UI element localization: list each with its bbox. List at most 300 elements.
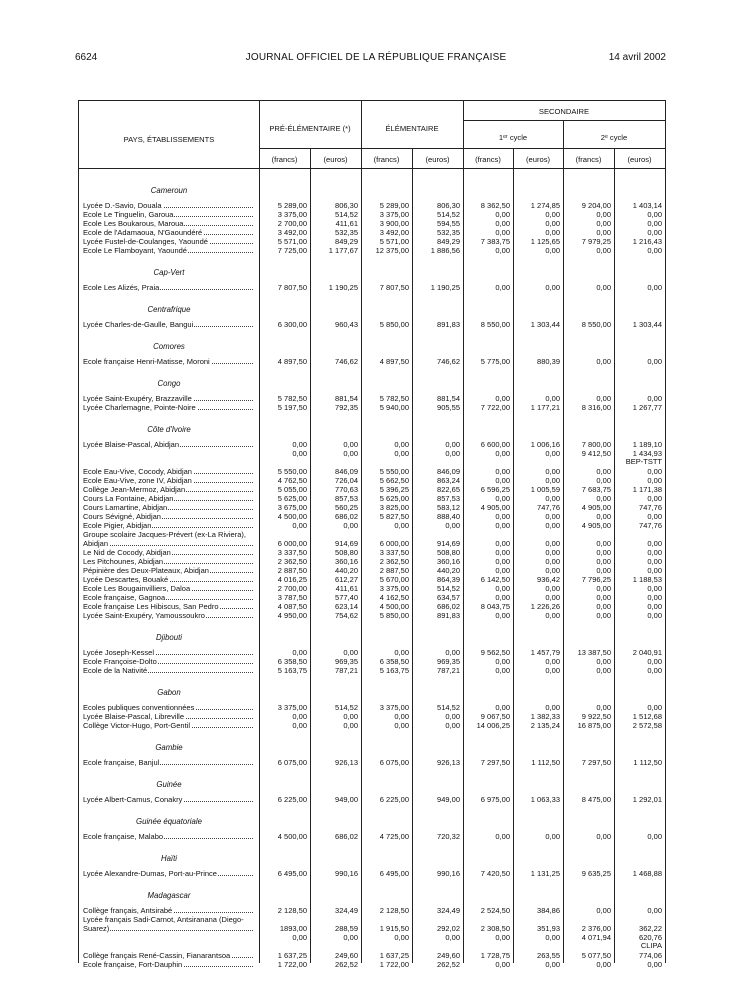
fee-value: 14 006,25 [476,721,510,730]
establishment-label: Ecole française Les Hibiscus, San Pedro [83,602,219,611]
fee-value: 8 362,50 [480,201,510,210]
fee-value: 1 434,93 [632,449,662,458]
establishment-label: Groupe scolaire Jacques-Prévert (ex-La Riviera), [83,530,246,539]
fee-value: 411,61 [335,584,358,593]
establishment-label: Pépinière des Deux-Plateaux, Abidjan [83,566,209,575]
establishment-label: Ecole Françoise-Dolto [83,657,157,666]
fee-value: 9 412,50 [581,449,611,458]
fee-value: 532,35 [335,228,358,237]
fee-value: 5 550,00 [379,467,409,476]
fee-value: 0,00 [292,721,307,730]
fee-value: 1893,00 [279,924,307,933]
fee-value: 891,83 [437,611,460,620]
fee-value: 623,14 [335,602,358,611]
establishment-name [83,557,255,566]
table-row [79,320,665,329]
fee-value: 0,00 [545,228,560,237]
fee-value: 0,00 [495,246,510,255]
fee-value: 6 358,50 [379,657,409,666]
establishment-label: Cours La Fontaine, Abidjan [83,494,174,503]
fee-value: 0,00 [445,521,460,530]
table-row [79,210,665,219]
fee-value: 857,53 [437,494,460,503]
fee-value: 0,00 [445,933,460,942]
fee-value: 9 922,50 [581,712,611,721]
fee-value: 3 787,50 [277,593,307,602]
fee-value: 3 375,00 [379,584,409,593]
fee-value: 0,00 [647,210,662,219]
fee-value: 720,32 [437,832,460,841]
fee-value: 9 635,25 [581,869,611,878]
fee-value: 2 135,24 [530,721,560,730]
country-heading: Guinée [156,780,182,789]
establishment-name [83,503,255,512]
fee-value: 9 067,50 [480,712,510,721]
fee-value: 634,57 [437,593,460,602]
establishment-label: Ecole Les Alizés, Praia [83,283,160,292]
table-row [79,237,665,246]
fee-value: 5 571,00 [277,237,307,246]
establishment-label: Ecole Eau-Vive, zone IV, Abidjan [83,476,192,485]
fee-value: 0,00 [495,512,510,521]
table-row [79,758,665,767]
fee-value: 0,00 [545,246,560,255]
fee-value: 2 887,50 [277,566,307,575]
fee-value: 440,20 [437,566,460,575]
fee-value: 5 782,50 [277,394,307,403]
fee-value: 7 297,50 [480,758,510,767]
fee-value: 0,00 [647,566,662,575]
fee-value: 1 728,75 [480,951,510,960]
fee-value: 746,62 [335,357,358,366]
establishment-label: Ecole française Henri-Matisse, Moroni [83,357,210,366]
establishment-name [83,924,255,933]
fee-value: 5 055,00 [277,485,307,494]
table-row [79,924,665,933]
fee-value: 1 512,68 [632,712,662,721]
table-row [79,467,665,476]
fee-value: 324,49 [335,906,358,915]
fee-value: 3 337,50 [277,548,307,557]
header-establishments: PAYS, ÉTABLISSEMENTS [123,135,215,144]
fee-value: 0,00 [647,557,662,566]
establishment-label: Ecole Eau-Vive, Cocody, Abidjan [83,467,192,476]
fee-value: 7 725,00 [277,246,307,255]
fee-value: 0,00 [596,593,611,602]
fee-value: 0,00 [596,283,611,292]
table-row [79,503,665,512]
fee-value: 746,62 [437,357,460,366]
table-row [79,485,665,494]
table-row [79,283,665,292]
fee-value: 0,00 [292,440,307,449]
establishment-label: Lycée Fustel-de-Coulanges, Yaoundé [83,237,208,246]
fee-value: 0,00 [495,566,510,575]
fee-value: 4 905,00 [581,521,611,530]
fee-value: 5 662,50 [379,476,409,485]
fee-value: 864,39 [437,575,460,584]
fee-value: 2 700,00 [277,219,307,228]
fee-value: 0,00 [596,906,611,915]
establishment-name [83,476,255,485]
establishment-name [83,403,255,412]
header-cycle-2: 2ᵉ cycle [600,133,628,142]
fee-value: 620,76 [639,933,662,942]
fee-value: 2 362,50 [277,557,307,566]
table-row [79,394,665,403]
table-row [79,602,665,611]
establishment-label: Ecole Le Flamboyant, Yaoundé [83,246,187,255]
fee-value: 787,21 [437,666,460,675]
fee-value: 4 950,00 [277,611,307,620]
fee-value: 0,00 [647,246,662,255]
fee-value: 0,00 [647,219,662,228]
fee-value: 0,00 [596,611,611,620]
establishment-label: Collège français René-Cassin, Fianarantsoa [83,951,231,960]
fee-value: 0,00 [394,721,409,730]
page-header [0,52,752,66]
fee-value: 880,39 [537,357,560,366]
table-row [79,494,665,503]
header-preelementary: PRÉ-ÉLÉMENTAIRE (*) [269,124,351,133]
table-row [79,530,665,539]
fee-value: 0,00 [343,449,358,458]
fee-value: 3 337,50 [379,548,409,557]
fee-value: 0,00 [545,394,560,403]
establishment-label: Lycée Joseph-Kessel [83,648,155,657]
fee-value: 12 375,00 [375,246,409,255]
header-rule [79,168,665,169]
fee-value: 4 762,50 [277,476,307,485]
establishment-name [83,593,255,602]
establishment-label: Lycée Saint-Exupéry, Yamoussoukro [83,611,205,620]
fee-value: 1 267,77 [632,403,662,412]
header-rule [259,148,665,149]
fee-value: 822,65 [437,485,460,494]
fee-value: 0,00 [596,512,611,521]
fee-value: 0,00 [596,832,611,841]
fee-value: 936,42 [537,575,560,584]
unit-label: (euros) [525,155,551,164]
unit-label: (francs) [475,155,501,164]
fee-value: 1 190,25 [328,283,358,292]
fee-value: 6 075,00 [277,758,307,767]
fee-value: 5 197,50 [277,403,307,412]
fee-value: 5 396,25 [379,485,409,494]
fee-value: 5 775,00 [480,357,510,366]
establishment-name [83,657,255,666]
fee-value: 3 492,00 [379,228,409,237]
fee-value: 508,80 [437,548,460,557]
fee-value: 0,00 [292,648,307,657]
unit-label: (francs) [373,155,400,164]
establishment-label: Lycée Charlemagne, Pointe-Noire [83,403,196,412]
fee-value: 360,16 [335,557,358,566]
establishment-name [83,758,255,767]
tuition-fees-table [78,100,666,969]
fee-value: 0,00 [596,246,611,255]
establishment-label: Ecole Le Tinguelin, Garoua [83,210,174,219]
fee-value: 806,30 [335,201,358,210]
fee-value: 0,00 [647,703,662,712]
table-row [79,915,665,924]
establishment-name [83,703,255,712]
establishment-name [83,485,255,494]
fee-value: 686,02 [335,512,358,521]
fee-value: 411,61 [335,219,358,228]
establishment-name [83,721,255,730]
fee-value: 4 087,50 [277,602,307,611]
fee-value: 960,43 [335,320,358,329]
fee-value: 2 524,50 [480,906,510,915]
establishment-label: Collège Victor-Hugo, Port-Gentil [83,721,190,730]
establishment-label: Lycée Albert-Camus, Conakry [83,795,183,804]
establishment-name [83,933,255,942]
fee-value: 1 403,14 [632,201,662,210]
fee-value: 0,00 [343,521,358,530]
fee-value: 0,00 [394,449,409,458]
fee-value: 0,00 [495,394,510,403]
fee-value: 7 297,50 [581,758,611,767]
establishment-name [83,648,255,657]
fee-value: 8 550,00 [480,320,510,329]
country-heading: Madagascar [147,891,191,900]
fee-value: 0,00 [394,712,409,721]
establishment-name [83,951,255,960]
row-note: CLIPA [640,941,662,950]
table-row [79,357,665,366]
fee-value: 4 725,00 [379,832,409,841]
fee-value: 0,00 [596,584,611,593]
fee-value: 686,02 [437,602,460,611]
table-row [79,657,665,666]
fee-value: 6 358,50 [277,657,307,666]
fee-value: 9 204,00 [581,201,611,210]
table-row [79,566,665,575]
fee-value: 0,00 [545,584,560,593]
establishment-label: Abidjan [83,539,109,548]
table-row [79,666,665,675]
table-row [79,512,665,521]
establishment-label: Ecoles publiques conventionnées [83,703,195,712]
establishment-name [83,566,255,575]
fee-value: 0,00 [647,657,662,666]
fee-value: 754,62 [335,611,358,620]
fee-value: 0,00 [596,703,611,712]
fee-value: 0,00 [495,666,510,675]
establishment-name [83,521,255,530]
fee-value: 969,35 [335,657,358,666]
fee-value: 4 016,25 [277,575,307,584]
fee-value: 0,00 [343,712,358,721]
table-row [79,795,665,804]
fee-value: 5 571,00 [379,237,409,246]
fee-value: 0,00 [495,467,510,476]
fee-value: 0,00 [394,521,409,530]
establishment-label: Le Nid de Cocody, Abidjan [83,548,171,557]
fee-value: 0,00 [495,657,510,666]
establishment-label: Cours Sévigné, Abidjan [83,512,161,521]
fee-value: 926,13 [335,758,358,767]
page-number: 6624 [75,52,98,63]
fee-value: 583,12 [437,503,460,512]
fee-value: 0,00 [495,283,510,292]
establishment-label: Lycée français Sadi-Carnot, Antsiranana (Diego- [83,915,244,924]
fee-value: 5 850,00 [379,320,409,329]
fee-value: 0,00 [545,449,560,458]
fee-value: 1 131,25 [530,869,560,878]
fee-value: 1 722,00 [379,960,409,969]
fee-value: 0,00 [495,703,510,712]
fee-value: 2 128,50 [277,906,307,915]
country-heading: Côte d'Ivoire [147,425,191,434]
fee-value: 0,00 [647,228,662,237]
establishment-label: Ecole Les Boukarous, Maroua [83,219,184,228]
establishment-label: Les Pitchounes, Abidjan [83,557,164,566]
establishment-name [83,228,255,237]
fee-value: 0,00 [596,657,611,666]
fee-value: 5 670,00 [379,575,409,584]
establishment-label [83,449,84,458]
fee-value: 6 225,00 [379,795,409,804]
fee-value: 0,00 [445,449,460,458]
establishment-name [83,795,255,804]
fee-value: 949,00 [335,795,358,804]
fee-value: 1 382,33 [530,712,560,721]
fee-value: 0,00 [545,666,560,675]
header-secondary: SECONDAIRE [538,107,590,116]
fee-value: 0,00 [495,449,510,458]
fee-value: 0,00 [545,476,560,485]
establishment-name [83,494,255,503]
fee-value: 0,00 [394,933,409,942]
table-row [79,548,665,557]
fee-value: 7 796,25 [581,575,611,584]
establishment-label: Lycée Charles-de-Gaulle, Bangui [83,320,194,329]
establishment-label: Lycée Saint-Exupéry, Brazzaville [83,394,192,403]
fee-value: 3 825,00 [379,503,409,512]
fee-value: 514,52 [437,584,460,593]
fee-value: 8 043,75 [480,602,510,611]
fee-value: 1 006,16 [530,440,560,449]
table-row [79,960,665,969]
fee-value: 4 897,50 [379,357,409,366]
fee-value: 6 300,00 [277,320,307,329]
fee-value: 5 782,50 [379,394,409,403]
table-row [79,539,665,548]
fee-value: 8 316,00 [581,403,611,412]
fee-value: 1 125,65 [530,237,560,246]
fee-value: 774,06 [639,951,662,960]
fee-value: 3 375,00 [277,210,307,219]
establishment-name [83,611,255,620]
fee-value: 0,00 [647,394,662,403]
establishment-name [83,602,255,611]
establishment-name [83,449,255,458]
fee-value: 7 800,00 [581,440,611,449]
establishment-name [83,512,255,521]
fee-value: 1 226,26 [530,602,560,611]
establishment-label: Ecole française, Fort-Dauphin [83,960,183,969]
unit-label: (euros) [627,155,652,164]
establishment-label: Lycée Descartes, Bouaké [83,575,169,584]
fee-value: 0,00 [545,219,560,228]
fee-value: 0,00 [545,557,560,566]
fee-value: 0,00 [343,440,358,449]
fee-value: 2 700,00 [277,584,307,593]
fee-value: 891,83 [437,320,460,329]
fee-value: 747,76 [537,503,560,512]
establishment-name [83,357,255,366]
fee-value: 990,16 [335,869,358,878]
fee-value: 5 625,00 [277,494,307,503]
fee-value: 0,00 [292,712,307,721]
fee-value: 532,35 [437,228,460,237]
fee-value: 4 500,00 [379,602,409,611]
fee-value: 8 550,00 [581,320,611,329]
fee-value: 0,00 [343,648,358,657]
fee-value: 5 289,00 [379,201,409,210]
establishment-name [83,666,255,675]
fee-value: 7 420,50 [480,869,510,878]
fee-value: 2 040,91 [632,648,662,657]
establishment-label: Ecole de la Nativité [83,666,148,675]
fee-value: 2 376,00 [581,924,611,933]
fee-value: 846,09 [437,467,460,476]
fee-value: 262,52 [437,960,460,969]
fee-value: 594,55 [437,219,460,228]
fee-value: 0,00 [647,539,662,548]
fee-value: 0,00 [495,548,510,557]
establishment-name [83,906,255,915]
fee-value: 7 979,25 [581,237,611,246]
fee-value: 0,00 [445,721,460,730]
table-row [79,476,665,485]
fee-value: 0,00 [545,657,560,666]
fee-value: 0,00 [445,648,460,657]
table-row [79,611,665,620]
fee-value: 0,00 [545,283,560,292]
fee-value: 0,00 [596,210,611,219]
table-row [79,703,665,712]
fee-value: 914,69 [437,539,460,548]
fee-value: 905,55 [437,403,460,412]
fee-value: 5 850,00 [379,611,409,620]
row-note: BEP-TSTT [625,457,662,466]
establishment-label: Cours Lamartine, Abidjan [83,503,168,512]
table-row [79,593,665,602]
table-row [79,712,665,721]
country-heading: Gambie [155,743,183,752]
fee-value: 508,80 [335,548,358,557]
fee-value: 3 900,00 [379,219,409,228]
fee-value: 0,00 [596,566,611,575]
fee-value: 6 225,00 [277,795,307,804]
fee-value: 0,00 [495,210,510,219]
fee-value: 0,00 [343,933,358,942]
fee-value: 0,00 [545,539,560,548]
fee-value: 7 807,50 [277,283,307,292]
fee-value: 1 303,44 [632,320,662,329]
fee-value: 0,00 [596,539,611,548]
fee-value: 1 457,79 [530,648,560,657]
fee-value: 0,00 [394,648,409,657]
fee-value: 888,40 [437,512,460,521]
fee-value: 1 177,67 [328,246,358,255]
establishment-name [83,237,255,246]
country-heading: Cameroun [150,186,188,195]
fee-value: 577,40 [335,593,358,602]
